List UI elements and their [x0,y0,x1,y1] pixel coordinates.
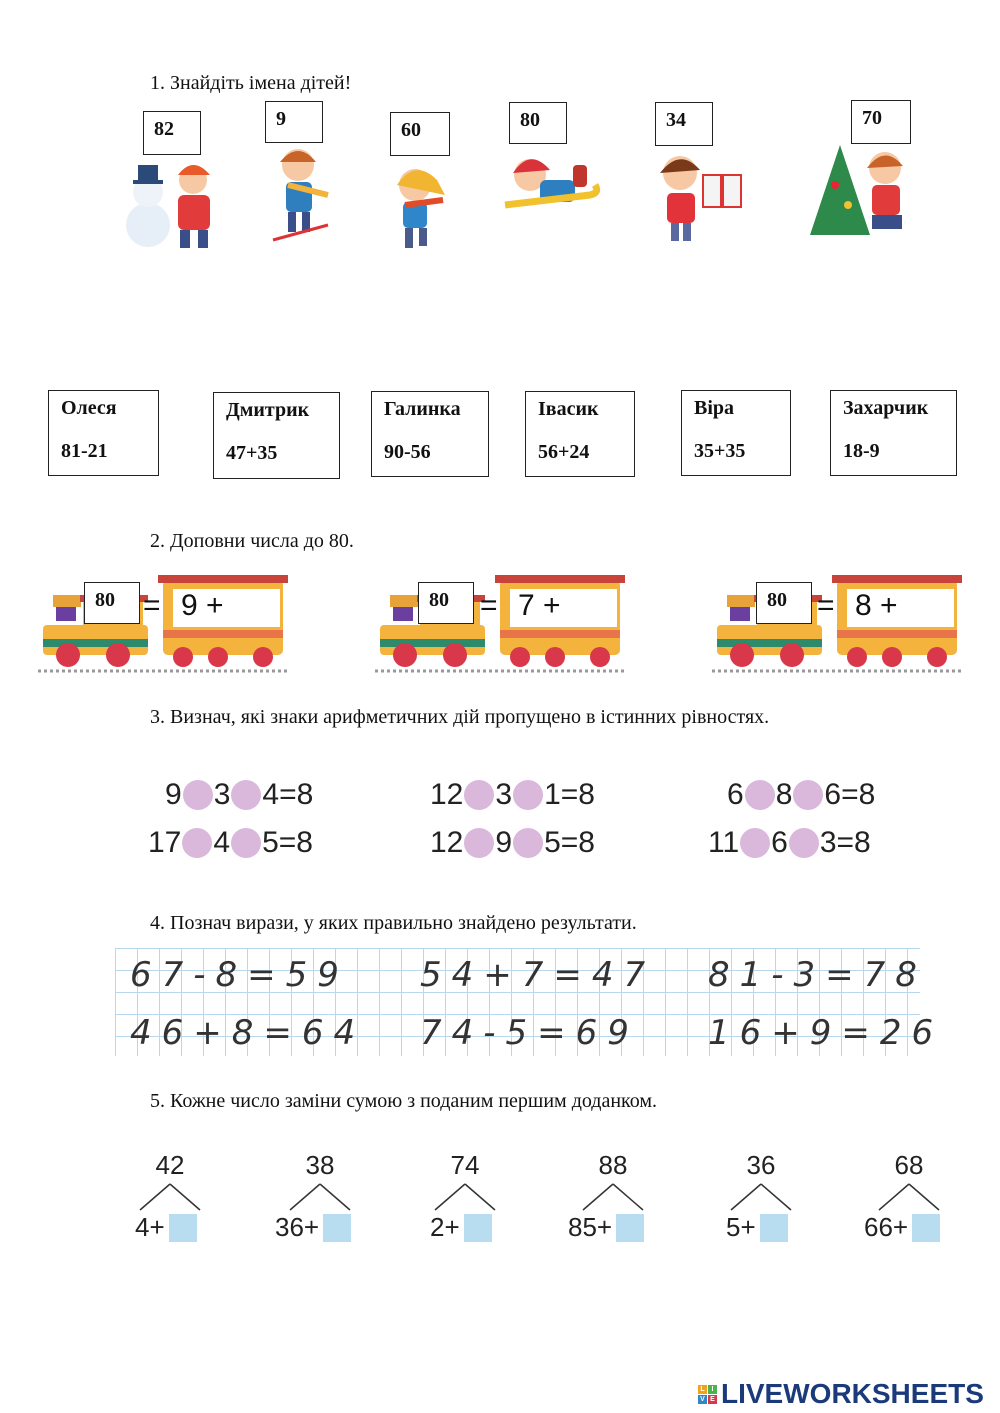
tree-branches [716,1182,806,1212]
train-2 [375,575,625,675]
task1-title: 1. Знайдіть імена дітей! [150,72,352,94]
first-addend: 8 [855,589,872,622]
sled-boy-illustration [495,145,605,235]
num-b: 9 [495,826,513,859]
num-c: 1 [544,778,561,811]
result: =8 [836,826,871,859]
card-name: Галинка [384,398,461,420]
operator-circle[interactable] [464,828,494,858]
answer-box-4: 80 [509,102,567,144]
operator-circle[interactable] [231,780,261,810]
tree-top-number: 38 [305,1150,335,1180]
train-window-left [847,589,912,627]
first-addend: 5 [726,1212,741,1242]
tree-top-number: 42 [155,1150,185,1180]
operator-circle[interactable] [513,780,543,810]
logo-letter: V [698,1395,707,1404]
tree-top-number: 36 [746,1150,776,1180]
num-a: 12 [430,826,464,859]
logo-grid-icon [698,1385,717,1404]
answer-box-6: 70 [851,100,911,144]
gift-girl-illustration [645,145,755,245]
answer-square[interactable] [912,1214,940,1242]
equation-r2-c3 [708,826,871,860]
answer-box-1: 82 [143,111,201,155]
answer-square[interactable] [464,1214,492,1242]
answer-window[interactable] [575,589,617,627]
plus-sign: + [880,589,898,622]
equation-r1-c3 [727,778,875,812]
task4-title: 4. Познач вирази, у яких правильно знайдено результати. [150,912,637,934]
christmas-tree-girl-illustration [810,140,920,240]
name-card-5[interactable] [681,390,791,476]
tree-bottom [568,1212,644,1243]
tree-bottom [135,1212,197,1243]
task5-title: 5. Кожне число заміни сумою з поданим першим доданком. [150,1090,658,1112]
name-card-1[interactable] [48,390,159,476]
equation-r2-c1 [148,826,313,860]
num-b: 8 [775,778,793,811]
plus-sign: + [206,589,224,622]
number-tree-6 [864,1150,954,1250]
tree-branches [125,1182,215,1212]
num-c: 4 [262,778,280,811]
equals-sign: = [817,589,835,622]
skater-girl-illustration [375,160,460,255]
num-b: 6 [771,826,788,859]
tree-bottom [726,1212,788,1243]
expression-r1-c1[interactable]: 67-8=59 [130,955,349,995]
answer-square[interactable] [323,1214,351,1242]
first-addend: 2 [430,1212,445,1242]
train-3 [712,575,962,675]
number-tree-4 [568,1150,658,1250]
name-card-2[interactable] [213,392,340,479]
train-total-2: 80 [418,582,474,624]
number-tree-3 [420,1150,510,1250]
plus-sign: + [892,1212,909,1242]
result: =8 [560,778,595,811]
skier-boy-illustration [258,140,343,245]
train-window-left [173,589,238,627]
tree-branches [275,1182,365,1212]
equation-r1-c2 [430,778,595,812]
answer-square[interactable] [169,1214,197,1242]
expression-r2-c2[interactable]: 74-5=69 [420,1013,639,1053]
tree-branches [420,1182,510,1212]
result: =8 [278,826,313,859]
card-name: Олеся [61,397,117,419]
first-addend: 4 [135,1212,150,1242]
equals-sign: = [143,589,161,622]
equals-sign: = [480,589,498,622]
equation-r2-c2 [430,826,595,860]
result: =8 [279,778,314,811]
name-card-4[interactable] [525,391,635,477]
train-total-1: 80 [84,582,140,624]
train-1 [38,575,288,675]
logo-letter: L [698,1385,707,1394]
expression-r2-c1[interactable]: 46+8=64 [130,1013,366,1053]
snowman-girl-illustration [118,140,238,250]
card-expr: 35+35 [694,440,746,462]
answer-box-3: 60 [390,112,450,156]
equation-r1-c1 [165,778,313,812]
card-expr: 81-21 [61,440,108,462]
logo-text: LIVEWORKSHEETS [721,1378,984,1409]
num-a: 17 [148,826,182,859]
card-expr: 56+24 [538,441,590,463]
num-a: 12 [430,778,464,811]
answer-box-2: 9 [265,101,323,143]
operator-circle[interactable] [183,780,213,810]
plus-sign: + [444,1212,460,1242]
card-name: Дмитрик [226,399,310,421]
number-tree-2 [275,1150,365,1250]
num-c: 5 [262,826,279,859]
first-addend: 36 [275,1212,304,1242]
num-b: 3 [495,778,513,811]
num-a: 9 [165,778,182,811]
tree-bottom [275,1212,351,1243]
expression-r1-c2[interactable]: 54+7=47 [420,955,656,995]
liveworksheets-logo[interactable] [698,1378,984,1410]
operator-circle[interactable] [182,828,212,858]
card-expr: 18-9 [843,440,880,462]
operator-circle[interactable] [231,828,261,858]
number-tree-5 [716,1150,806,1250]
task2-title: 2. Доповни числа до 80. [150,530,354,552]
plus-sign: + [543,589,561,622]
num-b: 3 [213,778,231,811]
name-card-6[interactable] [830,390,957,476]
operator-circle[interactable] [789,828,819,858]
num-c: 3 [819,826,837,859]
card-expr: 47+35 [226,442,278,464]
logo-letter: I [708,1385,717,1394]
first-addend: 85 [568,1212,597,1242]
num-c: 6 [824,778,842,811]
tree-top-number: 68 [894,1150,924,1180]
operator-circle[interactable] [745,780,775,810]
card-name: Івасик [538,398,599,420]
plus-sign: + [596,1212,613,1242]
tree-top-number: 74 [450,1150,480,1180]
card-expr: 90-56 [384,441,431,463]
num-a: 11 [708,826,740,859]
operator-circle[interactable] [464,780,494,810]
num-a: 6 [727,778,744,811]
operator-circle[interactable] [513,828,543,858]
num-b: 4 [213,826,231,859]
logo-letter: E [708,1395,717,1404]
plus-sign: + [303,1212,320,1242]
plus-sign: + [149,1212,165,1242]
card-name: Віра [694,397,735,419]
tree-bottom [864,1212,940,1243]
train-total-3: 80 [756,582,812,624]
answer-box-5: 34 [655,102,713,146]
tree-top-number: 88 [598,1150,628,1180]
result: =8 [841,778,876,811]
tree-bottom [430,1212,492,1243]
answer-window[interactable] [238,589,280,627]
tree-branches [864,1182,954,1212]
number-tree-1 [125,1150,215,1250]
answer-square[interactable] [616,1214,644,1242]
first-addend: 9 [181,589,198,622]
first-addend: 7 [518,589,535,622]
tree-branches [568,1182,658,1212]
name-card-3[interactable] [371,391,489,477]
card-name: Захарчик [843,397,929,419]
result: =8 [560,826,595,859]
train-window-left [510,589,575,627]
plus-sign: + [740,1212,756,1242]
num-c: 5 [544,826,561,859]
expression-r1-c3[interactable]: 81-3=78 [708,955,927,995]
operator-circle[interactable] [740,828,770,858]
task3-title: 3. Визнач, які знаки арифметичних дій пропущено в істинних рівностях. [150,706,770,728]
answer-window[interactable] [912,589,954,627]
answer-square[interactable] [760,1214,788,1242]
expression-r2-c3[interactable]: 16+9=26 [708,1013,944,1053]
first-addend: 66 [864,1212,893,1242]
operator-circle[interactable] [793,780,823,810]
